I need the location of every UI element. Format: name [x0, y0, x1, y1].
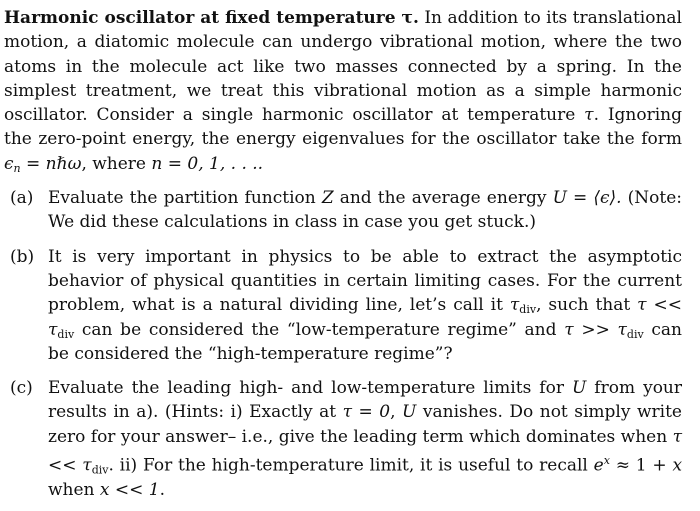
partition-function-symbol: Z: [321, 188, 334, 209]
high-temp-subscript: div: [626, 327, 644, 341]
question-c: [4, 376, 682, 502]
question-b-text-1: It is very important in physics to be able to extract the asymptotic behavior of physical quantities in certain limiting cases. For the current problem, what is a natural dividing line, let’s call it: [48, 246, 682, 316]
tau-div-subscript: div: [519, 303, 537, 317]
question-c-text-5: . ii) For the high-temperature limit, it is useful to recall: [108, 455, 594, 476]
question-c-tag: (c): [10, 378, 33, 399]
high-temp-inequality: τ >> τ: [564, 319, 627, 340]
x-symbol: x: [672, 455, 683, 476]
low-temp-condition: τ << τ: [48, 426, 682, 476]
intro-paragraph: [4, 6, 682, 176]
small-x-condition: x << 1: [99, 480, 160, 500]
question-c-text-4: vanishes. Do not simply write zero for your answer– i.e., give the leading term which dominates when: [48, 402, 682, 447]
energy-U-symbol: U: [571, 378, 587, 399]
intro-text-2: . Ignoring the zero-point energy, the energy eigenvalues for the oscillator take the form: [4, 105, 682, 150]
low-temp-condition-subscript: div: [91, 463, 109, 477]
low-temp-inequality: τ << τ: [48, 295, 682, 340]
question-a-text-2: and the average energy: [333, 188, 553, 209]
intro-text-3: , where: [81, 153, 152, 174]
question-b-text-3: can be considered the “low-temperature regime” and: [74, 319, 565, 340]
exponential-base: e: [593, 455, 604, 476]
question-b-tag: (b): [10, 246, 35, 267]
question-a-text-1: Evaluate the partition function: [48, 188, 322, 209]
question-b: [4, 245, 682, 366]
tau-symbol: τ: [584, 105, 594, 126]
question-c-text-1: Evaluate the leading high- and low-temperature limits for: [48, 378, 572, 399]
average-energy-symbol: U: [552, 188, 567, 209]
question-a: [4, 186, 682, 235]
n-values: n = 0, 1, . . ..: [151, 153, 264, 174]
low-temp-subscript: div: [57, 327, 75, 341]
question-c-text-6: when: [48, 480, 100, 500]
question-list: [4, 186, 682, 502]
question-c-end: .: [159, 480, 166, 500]
question-b-text-4: can be considered the “high-temperature regime”?: [48, 319, 683, 364]
question-c-text-3: ,: [390, 402, 403, 423]
question-a-note: (Note: We did these calculations in class in case you get stuck.): [48, 188, 683, 233]
question-b-text-2: , such that: [536, 295, 638, 316]
intro-text-1: In addition to its translational motion, a diatomic molecule can undergo vibrational motion, where the two atoms in the molecule act like two masses connected by a spring. In the simplest treatment, we treat this vibrational motion as a simple harmonic oscillator. Consider a single harmonic oscillator at temperature: [4, 8, 682, 126]
question-c-text-2: from your results in a). (Hints: i) Exactly at: [48, 378, 682, 423]
tau-div-symbol: τ: [509, 295, 520, 316]
energy-U-symbol-2: U: [402, 402, 417, 423]
problem-heading: Harmonic oscillator at fixed temperature τ.: [4, 8, 419, 28]
average-energy-def: = ⟨ϵ⟩.: [566, 188, 622, 209]
approx-expression: ≈ 1 +: [609, 455, 673, 476]
question-a-tag: (a): [10, 188, 34, 209]
energy-subscript: n: [13, 161, 21, 175]
exponential-power: x: [603, 454, 610, 468]
tau-zero: τ = 0: [342, 402, 391, 423]
energy-formula: = nℏω: [20, 153, 82, 174]
energy-symbol: ϵ: [4, 153, 14, 174]
